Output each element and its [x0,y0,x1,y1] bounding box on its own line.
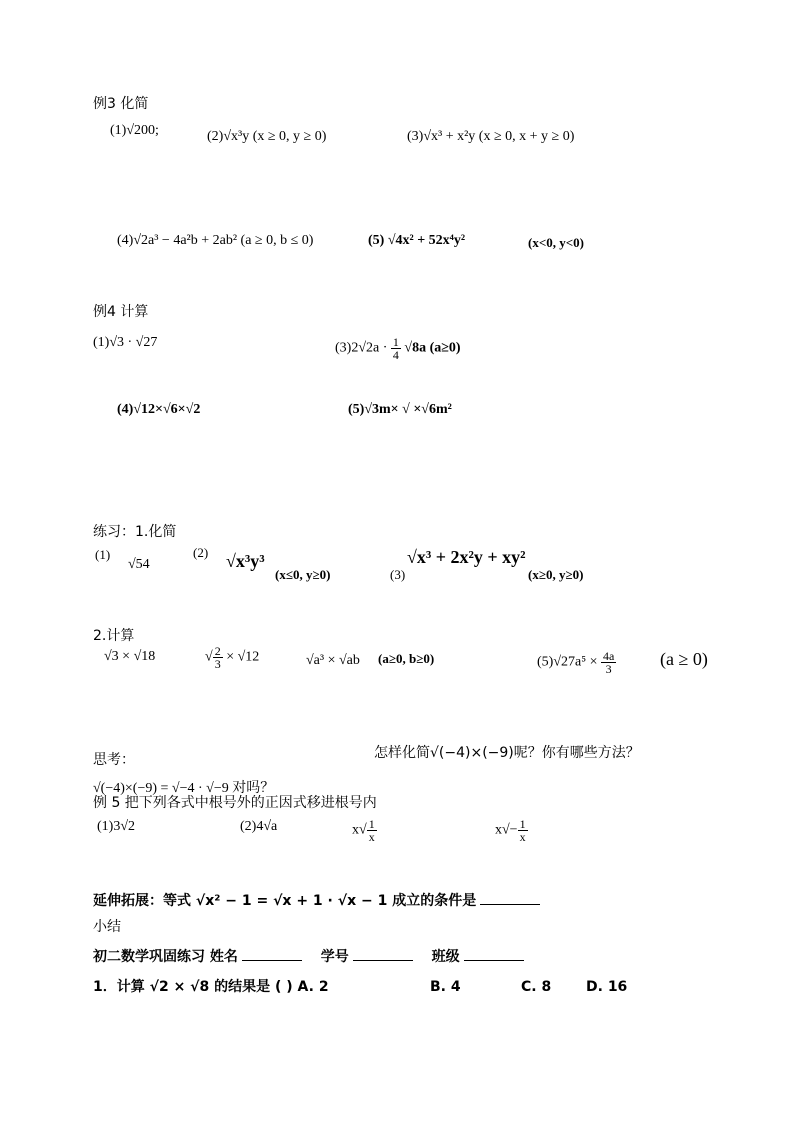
practice1-problem-2-condition: (x≤0, y≥0) [275,567,331,582]
practice1-problem-2: √x³y³ [226,551,265,571]
ex3-problem-5: (5) √4x² + 52x⁴y² [368,233,466,248]
ex4-problem-5: (5)√3m× √ ×√6m² [348,402,452,417]
ex5-problem-4: x√− $\frac{1}{x}$ [495,817,526,844]
ex3-problem-4: (4)√2a³ − 4a²b + 2ab² (a ≥ 0, b ≤ 0) [117,233,314,248]
practice1-problem-3: √x³ + 2x²y + xy² [407,547,526,567]
quiz-header: 初二数学巩固练习 姓名 学号 班级 [93,948,524,964]
ex5-problem-3-fraction: $\frac{1}{x}$ [368,817,375,844]
ex5-problem-4-fraction: $\frac{1}{x}$ [519,817,526,844]
ex4-title: 例4 计算 [93,304,149,320]
ex5-problem-1: (1)3√2 [97,819,136,834]
extend-answer-blank[interactable] [480,892,540,905]
ex4-problem-3-part-b: √8a (a≥0) [404,340,461,356]
extend-question: 延伸拓展：等式 √x² − 1 = √x + 1 · √x − 1 成立的条件是 [93,892,540,908]
practice2-problem-5: (5)√27a⁵ × $\frac{4a}{3}$ [537,649,615,676]
think-label: 思考： [93,752,135,768]
ex3-problem-5-condition: (x<0, y<0) [528,235,584,250]
ex3-problem-3: (3)√x³ + x²y (x ≥ 0, x + y ≥ 0) [407,129,575,144]
ex4-problem-4: (4)√12×√6×√2 [117,402,201,417]
practice1-label-3: (3) [390,567,406,582]
practice2-problem-3: √a³ × √ab [306,653,360,668]
class-blank[interactable] [464,948,524,961]
ex4-problem-1: (1)√3 · √27 [93,335,158,350]
practice2-problem-1: √3 × √18 [104,649,156,664]
practice1-label-2: (2) [193,545,209,560]
practice2-problem-5-fraction: $\frac{4a}{3}$ [603,649,615,676]
practice1-title: 练习：1.化简 [93,524,177,540]
practice1-label-1: (1) [95,547,111,562]
practice2-problem-2-rest: × √12 [226,649,260,665]
think-question: 怎样化简√(−4)×(−9)呢？你有哪些方法？ [374,745,640,761]
practice2-problem-2-fraction: $\frac{2}{3}$ [214,644,221,671]
ex3-problem-2: (2)√x³y (x ≥ 0, y ≥ 0) [207,129,327,144]
think-overlap-formula: √(−4)×(−9) = √−4 · √−9 对吗？ [93,781,275,796]
practice2-problem-2: √ $\frac{2}{3}$ × √12 [205,644,260,671]
student-id-blank[interactable] [353,948,413,961]
quiz-option-b: B. 4 [430,979,461,995]
ex4-problem-3 [335,336,461,361]
ex3-title: 例3 化简 [93,96,149,112]
ex3-problem-1: (1)√200; [110,123,159,138]
practice2-problem-5-condition: (a ≥ 0) [660,649,708,669]
quiz-question-1: 1．计算 √2 × √8 的结果是 ( ) A. 2 [93,979,329,995]
quiz-option-c: C. 8 [521,979,552,995]
summary-label: 小结 [93,919,121,935]
quiz-option-d: D. 16 [586,979,628,995]
ex5-title: 例 5 把下列各式中根号外的正因式移进根号内 [93,795,377,811]
ex5-problem-2: (2)4√a [240,819,278,834]
name-blank[interactable] [242,948,302,961]
ex5-problem-3: x√ $\frac{1}{x}$ [352,817,375,844]
practice2-title: 2.计算 [93,628,135,644]
practice1-problem-3-condition: (x≥0, y≥0) [528,567,584,582]
ex4-problem-3-part-a: (3)2√2a · [335,340,391,356]
practice2-problem-3-condition: (a≥0, b≥0) [378,651,435,666]
practice1-problem-1: √54 [128,557,150,572]
ex4-problem-3-fraction: $\frac{1}{4}$ [392,335,399,362]
